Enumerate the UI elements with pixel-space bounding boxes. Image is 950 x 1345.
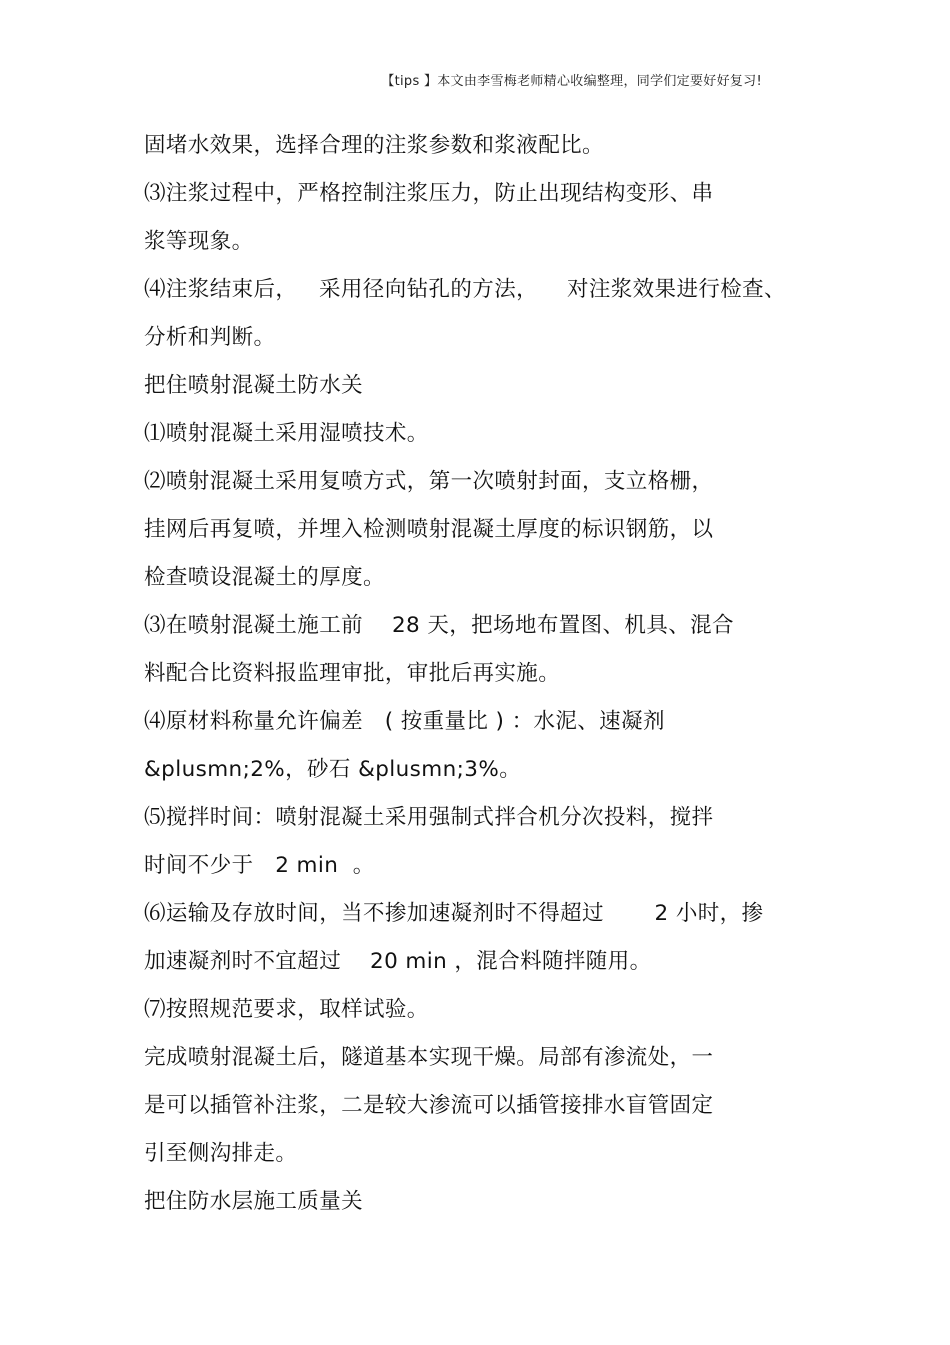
text-line: ⑸搅拌时间：喷射混凝土采用强制式拌合机分次投料，搅拌 (144, 805, 714, 830)
text-line: 引至侧沟排走。 (144, 1141, 298, 1166)
section-heading: 把住防水层施工质量关 (144, 1189, 364, 1214)
header-note: 【tips 】本文由李雪梅老师精心收编整理，同学们定要好好复习! (381, 74, 762, 89)
text-line: 分析和判断。 (144, 325, 276, 350)
text-line: ⑺按照规范要求，取样试验。 (144, 997, 429, 1022)
text-line: 浆等现象。 (144, 229, 254, 254)
section-heading: 把住喷射混凝土防水关 (144, 373, 364, 398)
text-line: 料配合比资料报监理审批，审批后再实施。 (144, 661, 561, 686)
text-line: 完成喷射混凝土后，隧道基本实现干燥。局部有渗流处，一 (144, 1045, 714, 1070)
text-line: ⑴喷射混凝土采用湿喷技术。 (144, 421, 429, 446)
text-line: ⑵喷射混凝土采用复喷方式，第一次喷射封面，支立格栅， (144, 469, 714, 494)
text-line: ⑷原材料称量允许偏差 ( 按重量比 ) ：水泥、速凝剂 (144, 709, 665, 734)
text-line: ⑷注浆结束后， 采用径向钻孔的方法， 对注浆效果进行检查、 (144, 277, 786, 302)
text-line: ⑹运输及存放时间，当不掺加速凝剂时不得超过 2 小时，掺 (144, 901, 764, 926)
text-line: 检查喷设混凝土的厚度。 (144, 565, 385, 590)
text-line: 是可以插管补注浆，二是较大渗流可以插管接排水盲管固定 (144, 1093, 714, 1118)
text-line: ⑶注浆过程中，严格控制注浆压力，防止出现结构变形、串 (144, 181, 714, 206)
text-line: 固堵水效果，选择合理的注浆参数和浆液配比。 (144, 133, 604, 158)
text-line: ⑶在喷射混凝土施工前 28 天，把场地布置图、机具、混合 (144, 613, 734, 638)
document-body (144, 122, 824, 1226)
text-line: 加速凝剂时不宜超过 20 min ，混合料随拌随用。 (144, 949, 652, 974)
text-line: 时间不少于 2 min 。 (144, 853, 375, 878)
text-line: &plusmn;2%，砂石 &plusmn;3%。 (144, 757, 522, 782)
text-line: 挂网后再复喷，并埋入检测喷射混凝土厚度的标识钢筋，以 (144, 517, 714, 542)
